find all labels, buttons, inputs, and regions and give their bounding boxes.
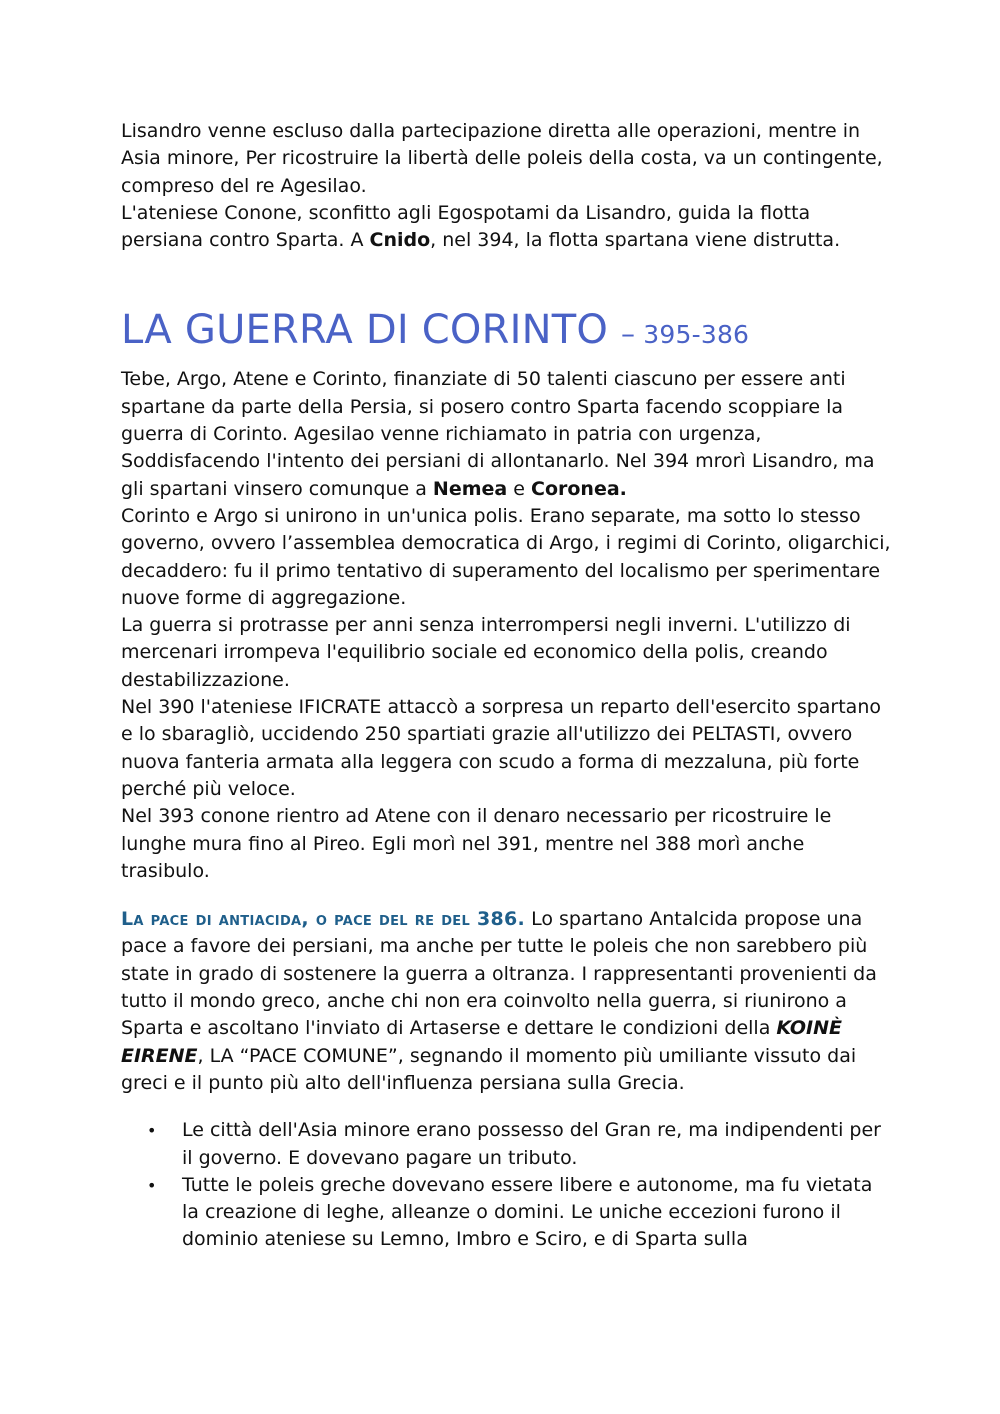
main-paragraph-5: [121, 803, 891, 885]
intro-paragraph-2: [121, 200, 891, 255]
document-page: [121, 118, 891, 1254]
main-paragraph-1: [121, 366, 891, 502]
list-item-text: Tutte le poleis greche dovevano essere libere e autonome, ma fu vietata la creazione di leghe, alleanze o domini. Le uniche eccezioni furono il dominio ateniese su Lemno, Imbro e Sciro, e di Sparta sulla: [182, 1173, 873, 1251]
heading-years: 395-386: [635, 320, 750, 350]
intro-text-1: Lisandro venne escluso dalla partecipazione diretta alle operazioni, mentre in Asia minore, Per ricostruire la libertà delle poleis della costa, va un contingente, compreso del re Agesilao.: [121, 120, 883, 197]
main-paragraph-2: [121, 503, 891, 612]
bullet-icon: •: [147, 1175, 157, 1195]
main-p2-text: Corinto e Argo si unirono in un'unica polis. Erano separate, ma sotto lo stesso governo, ovvero l’assemblea democratica di Argo, i regimi di Corinto, oligarchici, decaddero: fu il primo tentativo di superamento del localismo per sperimentare nuove forme di aggregazione.: [121, 504, 891, 609]
pace-text-before: Lo spartano Antalcida propose una pace a favore dei persiani, ma anche per tutte le poleis che non sarebbero più state in grado di sostenere la guerra a oltranza. I rappresentanti provenienti da tutto il mondo greco, anche chi non era coinvolto nella guerra, si riunirono a Sparta e ascoltano l'inviato di Artaserse e dettare le condizioni della: [121, 908, 877, 1040]
intro-text-2b: , nel 394, la flotta spartana viene distrutta.: [430, 229, 841, 252]
main-p3-text: La guerra si protrasse per anni senza interrompersi negli inverni. L'utilizzo di mercenari irrompeva l'equilibrio sociale ed economico della polis, creando destabilizzazione.: [121, 614, 851, 691]
main-bold-nemea: Nemea: [432, 477, 508, 500]
heading-dash: –: [620, 317, 636, 351]
pace-bold-koine-eirene: KOINÈ EIRENE: [121, 1017, 842, 1067]
main-p1-mid: e: [507, 477, 531, 500]
main-paragraph-4: [121, 694, 891, 803]
section-heading: [121, 304, 891, 361]
main-p1-text: Tebe, Argo, Atene e Corinto, finanziate di 50 talenti ciascuno per essere anti spartane da parte della Persia, si posero contro Sparta facendo scoppiare la guerra di Corinto. Agesilao venne richiamato in patria con urgenza, Soddisfacendo l'intento dei persiani di allontanarlo. Nel 394 mrorì Lisandro, ma gli spartani vinsero comunque a: [121, 368, 875, 500]
intro-text-2a: L'ateniese Conone, sconfitto agli Egospotami da Lisandro, guida la flotta persiana contro Sparta. A: [121, 201, 811, 252]
main-bold-coronea: Coronea.: [531, 477, 627, 500]
pace-paragraph: [121, 906, 891, 1097]
intro-bold-cnido: Cnido: [369, 229, 431, 252]
conditions-list: [121, 1117, 891, 1253]
pace-subheading: La pace di antiacida, o pace del re del 386.: [121, 908, 526, 931]
heading-title: LA GUERRA DI CORINTO: [121, 307, 621, 354]
list-item: [121, 1172, 891, 1254]
main-paragraph-3: [121, 612, 891, 694]
bullet-icon: •: [147, 1121, 157, 1141]
list-item-text: Le città dell'Asia minore erano possesso del Gran re, ma indipendenti per il governo. E dovevano pagare un tributo.: [182, 1119, 881, 1169]
main-p5-text: Nel 393 conone rientro ad Atene con il denaro necessario per ricostruire le lunghe mura fino al Pireo. Egli morì nel 391, mentre nel 388 morì anche trasibulo.: [121, 805, 832, 882]
pace-text-after: , LA “PACE COMUNE”, segnando il momento più umiliante vissuto dai greci e il punto più alto dell'influenza persiana sulla Grecia.: [121, 1044, 857, 1094]
intro-paragraph-1: [121, 118, 891, 200]
main-p4-text: Nel 390 l'ateniese IFICRATE attaccò a sorpresa un reparto dell'esercito spartano e lo sbaragliò, uccidendo 250 spartiati grazie all'utilizzo dei PELTASTI, ovvero nuova fanteria armata alla leggera con scudo a forma di mezzaluna, più forte perché più veloce.: [121, 696, 881, 800]
list-item: [121, 1117, 891, 1172]
